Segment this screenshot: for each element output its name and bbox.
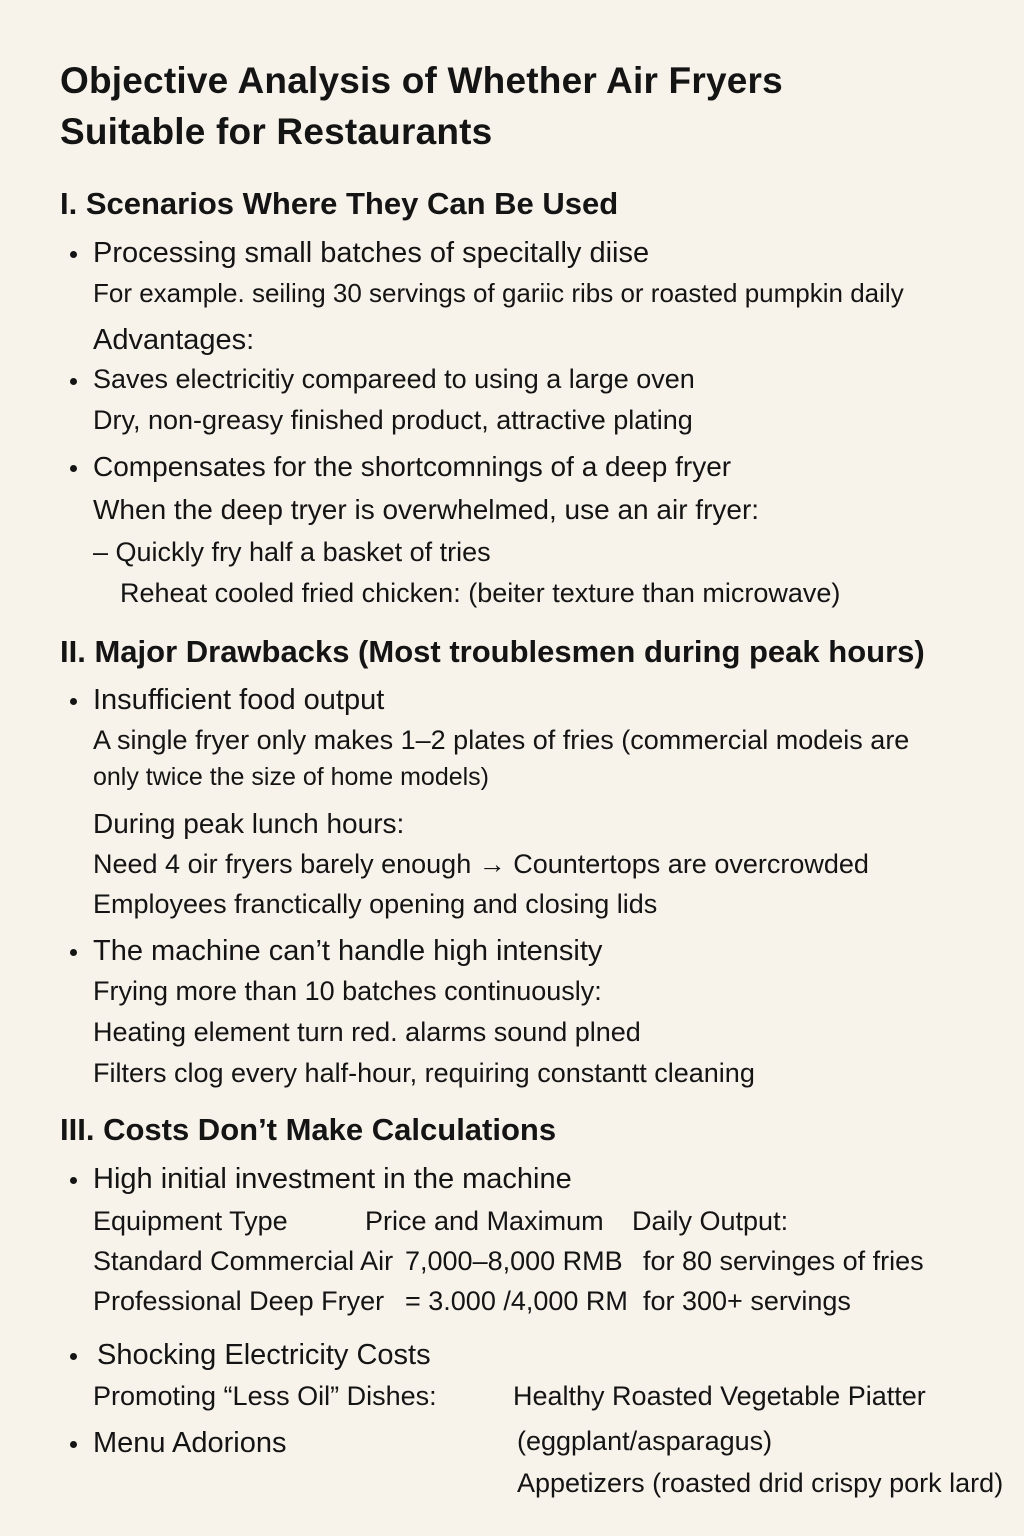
bullet-dot <box>70 465 77 472</box>
section-1-bullet-1: Processing small batches of specitally diise <box>93 237 650 269</box>
section-2-bullet-1-detail-2: only twice the size of home models) <box>93 763 490 791</box>
promo-item-3: Appetizers (roasted drid crispy pork lard) <box>517 1468 1004 1498</box>
section-2-bullet-2-detail-3: Filters clog every half-hour, requiring constantt cleaning <box>93 1058 755 1088</box>
table-cell: Standard Commercial Air <box>93 1246 394 1276</box>
section-2-bullet-2: The machine can’t handle high intensity <box>93 935 603 967</box>
promo-label: Promoting “Less Oil” Dishes: <box>93 1381 437 1411</box>
peak-hours-detail-2: Employees franctically opening and closing lids <box>93 889 658 919</box>
section-3-bullet-1: High initial investment in the machine <box>93 1163 572 1195</box>
bullet-dot <box>70 1441 77 1448</box>
section-3-bullet-3: Menu Adorions <box>93 1427 287 1459</box>
section-2-bullet-1-detail-1: A single fryer only makes 1–2 plates of fries (commercial modeis are <box>93 725 910 755</box>
table-header-price: Price and Maximum <box>365 1206 604 1236</box>
section-3-bullet-2: Shocking Electricity Costs <box>97 1339 431 1371</box>
advantages-label: Advantages: <box>93 324 255 356</box>
table-cell: Professional Deep Fryer <box>93 1286 385 1316</box>
section-1-bullet-3-detail: When the deep tryer is overwhelmed, use an air fryer: <box>93 494 760 525</box>
section-2-bullet-2-detail-1: Frying more than 10 batches continuously: <box>93 976 602 1006</box>
section-1-heading: I. Scenarios Where They Can Be Used <box>60 186 619 221</box>
section-3-heading: III. Costs Don’t Make Calculations <box>60 1112 557 1147</box>
table-header-output: Daily Output: <box>632 1206 789 1236</box>
section-1-dash-item-2: Reheat cooled fried chicken: (beiter texture than microwave) <box>120 578 841 608</box>
table-cell: for 300+ servings <box>643 1286 851 1316</box>
bullet-dot <box>70 698 77 705</box>
section-2-bullet-2-detail-2: Heating element turn red. alarms sound plned <box>93 1017 641 1047</box>
section-2-bullet-1: Insufficient food output <box>93 684 385 716</box>
page-title-line-1: Objective Analysis of Whether Air Fryers <box>60 60 783 101</box>
promo-item-1: Healthy Roasted Vegetable Piatter <box>513 1381 926 1411</box>
peak-hours-label: During peak lunch hours: <box>93 808 405 839</box>
bullet-dot <box>70 251 77 258</box>
peak-hours-detail-1: Need 4 oir fryers barely enough → Countertops are overcrowded <box>93 849 869 879</box>
section-1-bullet-2: Saves electricitiy comparеed to using a large oven <box>93 364 695 394</box>
section-1-dash-item-1: – Quickly fry half a basket of tries <box>93 537 491 567</box>
bullet-dot <box>70 1353 77 1360</box>
table-header-equipment: Equipment Type <box>93 1206 288 1236</box>
table-cell: 7,000–8,000 RMB <box>405 1246 623 1276</box>
bullet-dot <box>70 1177 77 1184</box>
bullet-dot <box>70 949 77 956</box>
section-1-bullet-1-detail: For example. seiling 30 servings of gariic ribs or roasted pumpkin daily <box>93 278 904 308</box>
table-cell: = 3.000 /4,000 RM <box>405 1286 628 1316</box>
page-title-line-2: Suitable for Restaurants <box>60 111 493 152</box>
table-cell: for 80 servinges of fries <box>643 1246 924 1276</box>
section-1-bullet-2-detail: Dry, non-greasy finished product, attractive plating <box>93 405 693 435</box>
section-2-heading: II. Major Drawbacks (Most troublesmen during peak hours) <box>60 634 925 669</box>
bullet-dot <box>70 378 77 385</box>
section-1-bullet-3: Compensates for the shortcomnings of a deep fryer <box>93 451 732 482</box>
promo-item-2: (eggplant/asparagus) <box>517 1426 773 1456</box>
